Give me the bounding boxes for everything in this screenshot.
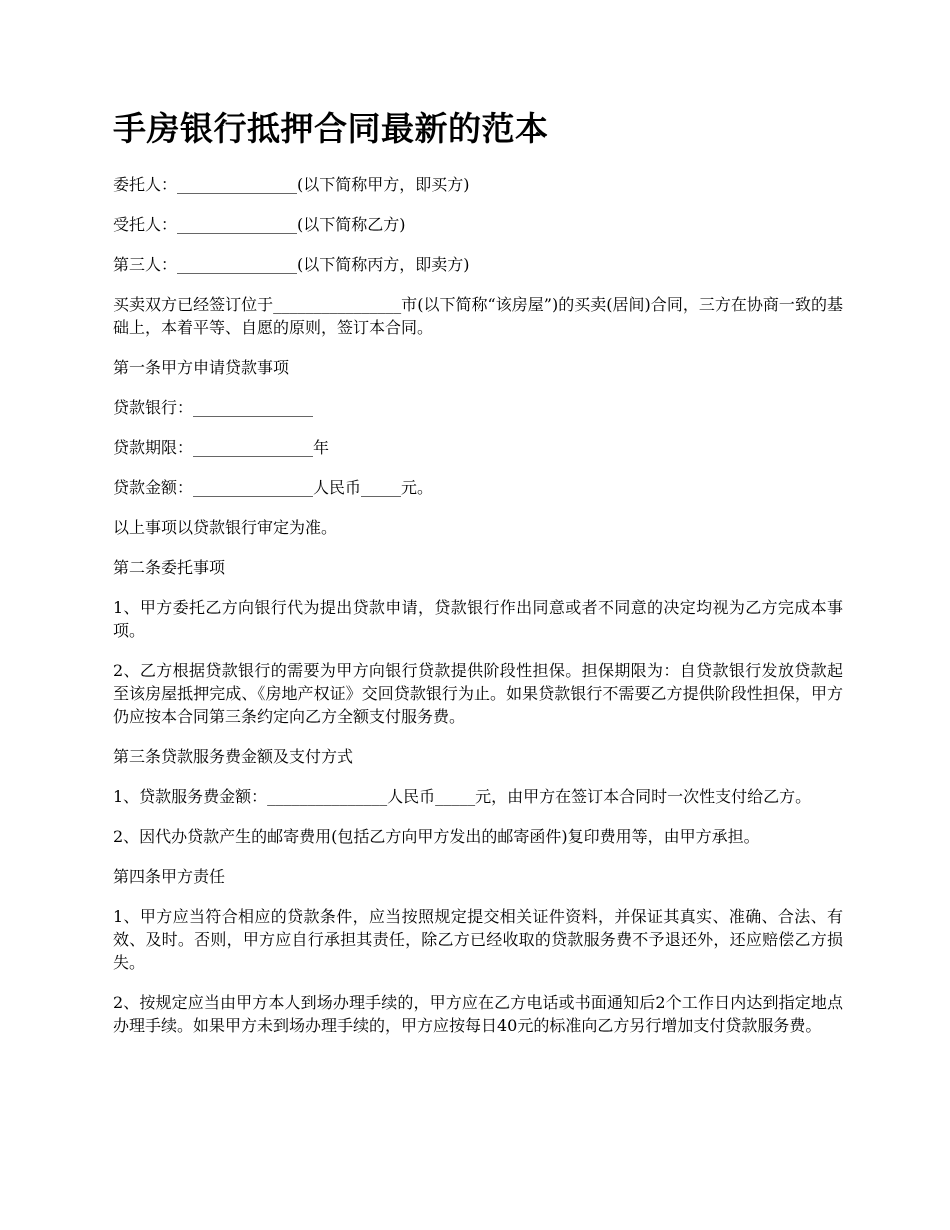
- clause-principal: 委托人：_______________(以下简称甲方，即买方): [113, 174, 470, 194]
- clause-agent: 受托人：_______________(以下简称乙方): [113, 214, 406, 234]
- loan-bank-line: 贷款银行：_______________: [113, 397, 314, 417]
- article-4-item-2: 2、按规定应当由甲方本人到场办理手续的，甲方应在乙方电话或书面通知后2个工作日内达到指定地点办理手续。如果甲方未到场办理手续的，甲方应按每日40元的标准向乙方另行增加支付贷款服务费。: [113, 992, 843, 1035]
- article-4-item-1: 1、甲方应当符合相应的贷款条件，应当按照规定提交相关证件资料，并保证其真实、准确、合法、有效、及时。否则，甲方应自行承担其责任，除乙方已经收取的贷款服务费不予退还外，还应赔偿乙方损失。: [113, 906, 843, 972]
- loan-term-line: 贷款期限：_______________年: [113, 437, 330, 457]
- article-4-heading: 第四条甲方责任: [113, 866, 226, 886]
- clause-third-party: 第三人：_______________(以下简称丙方，即卖方): [113, 254, 470, 274]
- article-2-item-1: 1、甲方委托乙方向银行代为提出贷款申请，贷款银行作出同意或者不同意的决定均视为乙方完成本事项。: [113, 597, 843, 640]
- loan-amount-line: 贷款金额：_______________人民币_____元。: [113, 477, 434, 497]
- article-3-heading: 第三条贷款服务费金额及支付方式: [113, 746, 354, 766]
- article-1-heading: 第一条甲方申请贷款事项: [113, 357, 290, 377]
- clause-preamble: 买卖双方已经签订位于________________市(以下简称“该房屋”)的买卖(居间)合同，三方在协商一致的基础上，本着平等、自愿的原则，签订本合同。: [113, 294, 843, 337]
- document-page: [113, 108, 843, 1054]
- article-3-item-2: 2、因代办贷款产生的邮寄费用(包括乙方向甲方发出的邮寄函件)复印费用等，由甲方承担。: [113, 826, 760, 846]
- document-title: 手房银行抵押合同最新的范本: [113, 109, 549, 148]
- article-3-item-1: 1、贷款服务费金额：_______________人民币_____元，由甲方在签订本合同时一次性支付给乙方。: [113, 786, 812, 806]
- article-2-heading: 第二条委托事项: [113, 557, 226, 577]
- article-2-item-2: 2、乙方根据贷款银行的需要为甲方向银行贷款提供阶段性担保。担保期限为：自贷款银行发放贷款起至该房屋抵押完成、《房地产权证》交回贷款银行为止。如果贷款银行不需要乙方提供阶段性担保，甲方仍应按本合同第三条约定向乙方全额支付服务费。: [113, 660, 843, 726]
- bank-approval-note: 以上事项以贷款银行审定为准。: [113, 517, 338, 537]
